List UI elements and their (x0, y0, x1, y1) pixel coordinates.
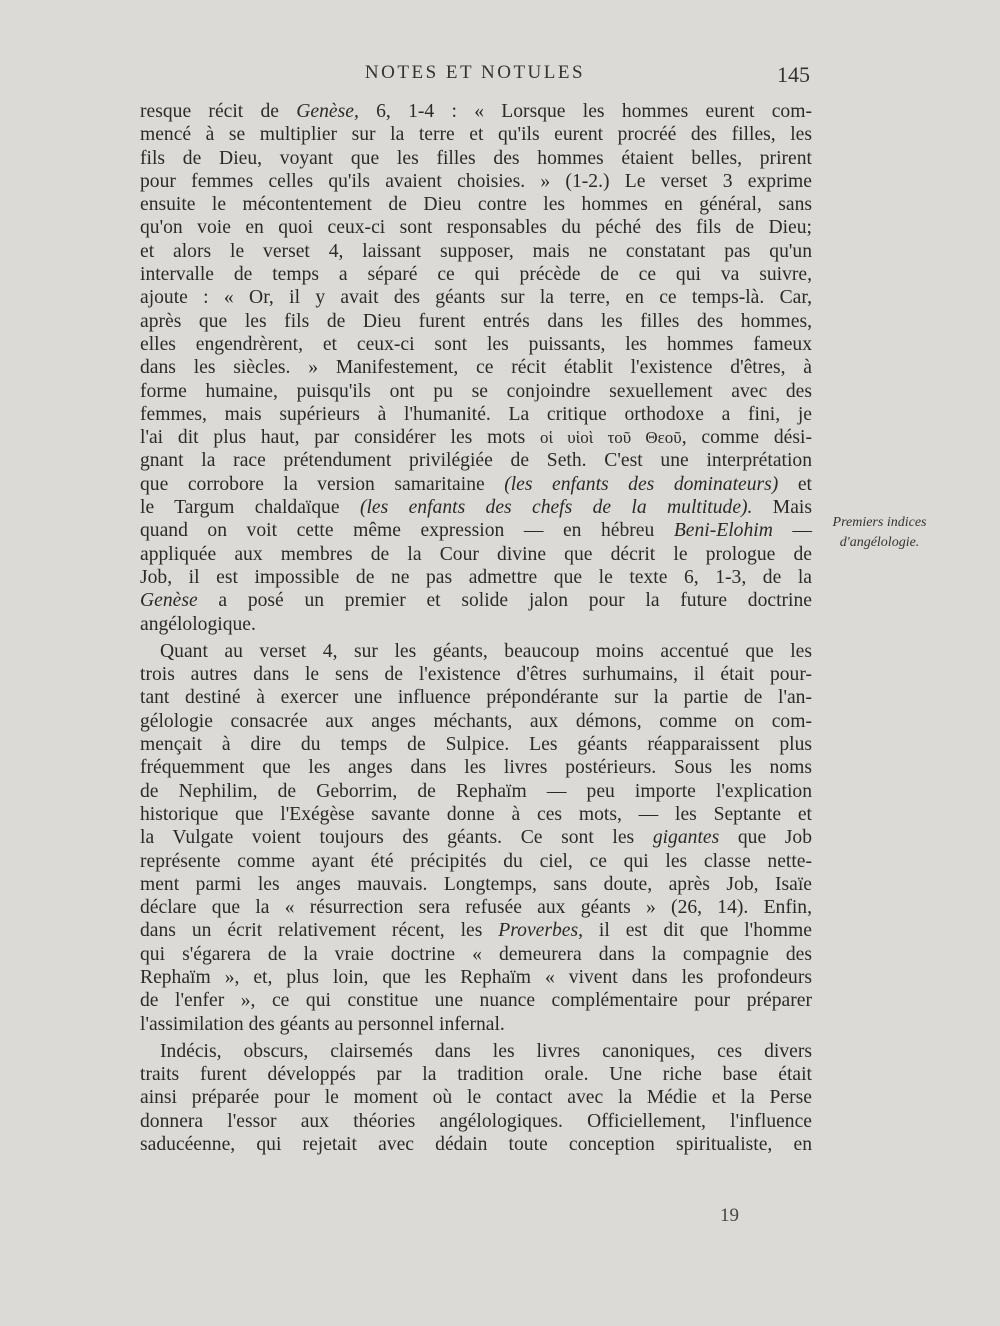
text-line: l'assimilation des géants au personnel infernal. (140, 1013, 505, 1035)
text-line: traits furent développés par la tradition orale. Une riche base était (140, 1064, 812, 1086)
text-line: appliquée aux membres de la Cour divine que décrit le prologue de (140, 543, 812, 565)
margin-note (817, 515, 942, 551)
text-line: trois autres dans le sens de l'existence d'êtres surhumains, il était pour- (140, 664, 812, 686)
text-line: dans les siècles. » Manifestement, ce récit établit l'existence d'êtres, à (140, 357, 812, 379)
text-line: ment parmi les anges mauvais. Longtemps, sans doute, après Job, Isaïe (140, 873, 812, 895)
text-line: pour femmes celles qu'ils avaient choisies. » (1-2.) Le verset 3 exprime (140, 170, 812, 192)
text-line: forme humaine, puisqu'ils ont pu se conjoindre sexuellement avec des (140, 380, 812, 402)
margin-note-line: Premiers indices (832, 515, 927, 530)
margin-note-line: d'angélologie. (839, 535, 920, 550)
text-line: le Targum chaldaïque (les enfants des chefs de la multitude). Mais (140, 497, 812, 519)
text-line: historique que l'Exégèse savante donne à ces mots, — les Septante et (140, 803, 812, 825)
text-line: quand on voit cette même expression — en hébreu Beni-Elohim — (140, 520, 813, 542)
text-line: ensuite le mécontentement de Dieu contre les hommes en général, sans (140, 194, 812, 216)
signature-mark: 19 (720, 1205, 739, 1226)
text-line: ainsi préparée pour le moment où le contact avec la Médie et la Perse (140, 1087, 812, 1109)
text-line: de l'enfer », ce qui constitue une nuance complémentaire pour préparer (140, 990, 812, 1012)
text-line: dans un écrit relativement récent, les Proverbes, il est dit que l'homme (140, 920, 812, 942)
text-line: fils de Dieu, voyant que les filles des hommes étaient belles, prirent (140, 147, 812, 169)
text-line: femmes, mais supérieurs à l'humanité. La critique orthodoxe a fini, je (140, 403, 812, 425)
text-line: qui s'égarera de la vraie doctrine « demeurera dans la compagnie des (140, 943, 812, 965)
text-line: et alors le verset 4, laissant supposer, mais ne constatant pas qu'un (140, 240, 812, 262)
text-line: gnant la race prétendument privilégiée de Seth. C'est une interprétation (140, 450, 812, 472)
greek-phrase: οἱ υἱοὶ τοῦ Θεοῦ (540, 428, 682, 448)
paragraph-start-line: Indécis, obscurs, clairsemés dans les livres canoniques, ces divers (160, 1040, 812, 1062)
text-line: après que les fils de Dieu furent entrés dans les filles des hommes, (140, 310, 812, 332)
paragraph-start-line: Quant au verset 4, sur les géants, beaucoup moins accentué que les (160, 640, 812, 662)
text-line: Rephaïm », et, plus loin, que les Rephaïm « vivent dans les profondeurs (140, 966, 812, 988)
text-line: intervalle de temps a séparé ce qui précède de ce qui va suivre, (140, 264, 812, 286)
running-title: NOTES ET NOTULES (364, 62, 586, 83)
text-line: la Vulgate voient toujours des géants. Ce sont les gigantes que Job (140, 827, 812, 849)
text-line: mencé à se multiplier sur la terre et qu'ils eurent procréé des filles, les (140, 124, 812, 146)
text-line: fréquemment que les anges dans les livres postérieurs. Sous les noms (140, 757, 812, 779)
text-line: resque récit de Genèse, 6, 1-4 : « Lorsque les hommes eurent com- (140, 101, 812, 122)
text-line: saducéenne, qui rejetait avec dédain toute conception spiritualiste, en (140, 1134, 812, 1156)
text-line: donnera l'essor aux théories angélologiques. Officiellement, l'influence (140, 1110, 812, 1132)
body-text (140, 100, 812, 1156)
text-line: que corrobore la version samaritaine (les enfants des dominateurs) et (140, 473, 812, 495)
text-line: Job, il est impossible de ne pas admettre que le texte 6, 1-3, de la (140, 566, 812, 588)
text-line: tant destiné à exercer une influence prépondérante sur la partie de l'an- (140, 687, 812, 709)
text-line: de Nephilim, de Geborrim, de Rephaïm — peu importe l'explication (140, 780, 812, 802)
text-line: ajoute : « Or, il y avait des géants sur la terre, en ce temps-là. Car, (140, 287, 812, 309)
text-line: mençait à dire du temps de Sulpice. Les géants réapparaissent plus (140, 734, 812, 756)
text-line: Genèse a posé un premier et solide jalon pour la future doctrine (140, 590, 812, 612)
text-line: l'ai dit plus haut, par considérer les mots οἱ υἱοὶ τοῦ Θεοῦ, comme dési- (140, 427, 812, 449)
page-header (140, 62, 810, 92)
text-line: angélologique. (140, 613, 256, 635)
page-number: 145 (777, 62, 810, 87)
text-line: qu'on voie en quoi ceux-ci sont responsables du péché des fils de Dieu; (140, 217, 812, 239)
text-line: elles engendrèrent, et ceux-ci sont les puissants, les hommes fameux (140, 333, 812, 355)
text-line: gélologie consacrée aux anges méchants, aux démons, comme on com- (140, 710, 812, 732)
text-line: déclare que la « résurrection sera refusée aux géants » (26, 14). Enfin, (140, 897, 812, 919)
text-line: représente comme ayant été précipités du ciel, ce qui les classe nette- (140, 850, 812, 872)
